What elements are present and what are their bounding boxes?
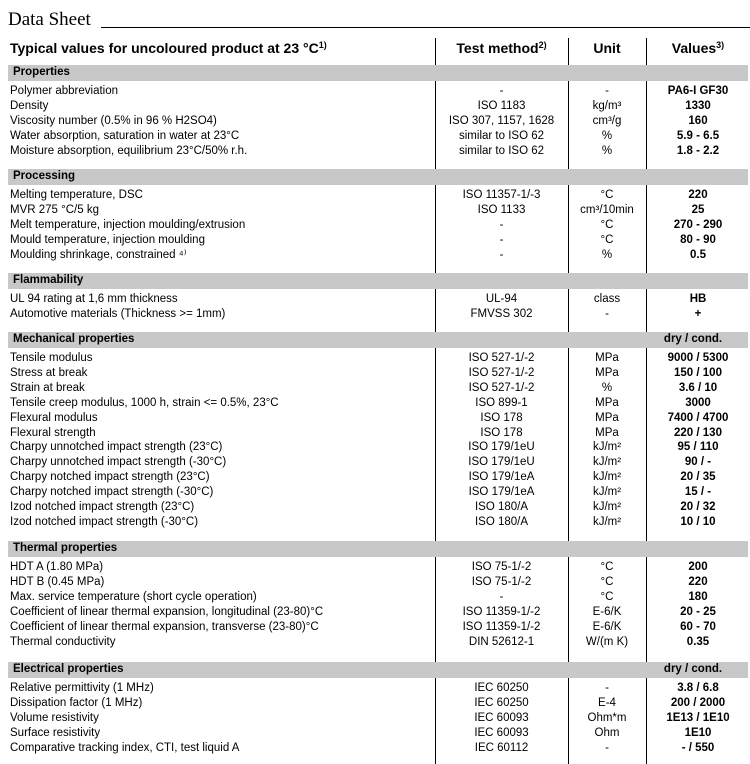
value: 220	[688, 575, 708, 588]
property-name: Max. service temperature (short cycle operation)	[10, 590, 257, 603]
unit: %	[601, 248, 613, 261]
value: 3.8 / 6.8	[677, 682, 719, 694]
value: 10 / 10	[680, 515, 716, 528]
value: 1E10	[684, 726, 712, 739]
value: 3000	[685, 396, 711, 409]
test-method: ISO 11359-1/-2	[462, 605, 541, 618]
value: 3.6 / 10	[678, 381, 718, 394]
test-method: ISO 527-1/-2	[468, 366, 535, 379]
header-values	[646, 38, 750, 62]
unit: MPa	[595, 411, 619, 424]
table-row	[0, 485, 750, 500]
unit: E-4	[598, 696, 616, 709]
unit: %	[601, 129, 613, 142]
test-method: ISO 75-1/-2	[471, 575, 532, 588]
section-title: Mechanical properties	[13, 333, 135, 345]
property-name: Coefficient of linear thermal expansion, transverse (23-80)°C	[10, 620, 319, 633]
section-title: Electrical properties	[13, 663, 124, 675]
header-values-label: Values	[671, 40, 717, 56]
test-method: ISO 178	[480, 426, 523, 439]
table-row	[0, 560, 750, 575]
table-row	[0, 366, 750, 381]
value: 9000 / 5300	[667, 352, 729, 364]
table-row	[0, 681, 750, 696]
header-test-method-label: Test method	[456, 40, 539, 56]
unit: %	[601, 381, 613, 394]
table-row	[0, 381, 750, 396]
value: HB	[689, 293, 707, 305]
table-row	[0, 575, 750, 590]
table-row	[0, 726, 750, 741]
value: 95 / 110	[677, 441, 719, 454]
header-test-method	[435, 38, 568, 62]
value: 220	[688, 189, 708, 201]
unit: kg/m³	[592, 99, 622, 112]
unit: °C	[600, 218, 614, 231]
property-name: Charpy notched impact strength (23°C)	[10, 471, 210, 484]
test-method: IEC 60250	[474, 682, 529, 694]
value: 1330	[685, 99, 711, 112]
test-method: ISO 180/A	[474, 515, 529, 528]
table-row	[0, 307, 750, 322]
property-name: Surface resistivity	[10, 726, 101, 739]
section-header	[8, 273, 748, 289]
value: 160	[688, 114, 708, 127]
property-name: HDT A (1.80 MPa)	[10, 561, 104, 573]
test-method: ISO 179/1eA	[468, 471, 535, 484]
unit: E-6/K	[592, 620, 622, 633]
unit: class	[593, 293, 621, 305]
table-row	[0, 203, 750, 218]
test-method: ISO 527-1/-2	[468, 381, 535, 394]
test-method: ISO 75-1/-2	[471, 561, 532, 573]
table-row	[0, 144, 750, 159]
unit: %	[601, 144, 613, 157]
unit: °C	[600, 575, 614, 588]
table-row	[0, 590, 750, 605]
value: 0.5	[690, 248, 706, 261]
value: 200 / 2000	[670, 696, 726, 709]
section-title: Thermal properties	[13, 542, 118, 554]
test-method: -	[499, 218, 504, 231]
value: 270 - 290	[673, 218, 723, 231]
title-underline	[101, 27, 750, 28]
section-condition-label: dry / cond.	[663, 663, 723, 675]
table-row	[0, 292, 750, 307]
unit: Ohm*m	[587, 711, 627, 724]
test-method: ISO 899-1	[475, 396, 528, 409]
section-title: Flammability	[13, 274, 84, 286]
table-row	[0, 396, 750, 411]
test-method: ISO 178	[480, 411, 523, 424]
property-name: Moulding shrinkage, constrained ⁴⁾	[10, 248, 187, 261]
page-title: Data Sheet	[8, 9, 91, 30]
unit: -	[605, 307, 609, 320]
table-row	[0, 218, 750, 233]
unit: kJ/m²	[592, 486, 622, 499]
unit: °C	[600, 561, 614, 573]
header-typical-values-label: Typical values for uncoloured product at 23 °C	[10, 40, 319, 56]
property-name: Comparative tracking index, CTI, test liquid A	[10, 741, 240, 754]
property-name: UL 94 rating at 1,6 mm thickness	[10, 293, 178, 305]
unit: Ohm	[594, 726, 620, 739]
test-method: similar to ISO 62	[459, 144, 544, 157]
header-unit: Unit	[593, 40, 621, 56]
table-row	[0, 741, 750, 756]
value: - / 550	[681, 741, 715, 754]
value: 20 / 35	[680, 471, 716, 484]
property-name: Flexural strength	[10, 426, 96, 439]
property-name: Dissipation factor (1 MHz)	[10, 696, 143, 709]
table-row	[0, 114, 750, 129]
property-name: Coefficient of linear thermal expansion, longitudinal (23-80)°C	[10, 605, 324, 618]
value: 1.8 - 2.2	[676, 144, 720, 157]
section-title: Properties	[13, 66, 70, 78]
property-name: Stress at break	[10, 366, 88, 379]
property-name: Tensile modulus	[10, 352, 93, 364]
table-row	[0, 440, 750, 455]
test-method: IEC 60250	[474, 696, 529, 709]
table-row	[0, 129, 750, 144]
property-name: Mould temperature, injection moulding	[10, 233, 205, 246]
test-method: -	[499, 248, 504, 261]
section-condition-label: dry / cond.	[663, 333, 723, 345]
section-header	[8, 332, 748, 348]
property-name: Charpy unnotched impact strength (-30°C)	[10, 456, 227, 469]
unit: -	[605, 85, 609, 97]
unit: kJ/m²	[592, 471, 622, 484]
property-name: Strain at break	[10, 381, 85, 394]
section-header	[8, 662, 748, 678]
test-method: ISO 11359-1/-2	[462, 620, 541, 633]
table-row	[0, 696, 750, 711]
test-method: ISO 307, 1157, 1628	[448, 114, 555, 127]
table-row	[0, 248, 750, 263]
table-row	[0, 620, 750, 635]
section-title: Processing	[13, 170, 75, 182]
value: 1E13 / 1E10	[666, 711, 730, 724]
table-row	[0, 426, 750, 441]
value: 80 - 90	[680, 233, 716, 246]
table-row	[0, 515, 750, 530]
test-method: UL-94	[485, 293, 518, 305]
value: 20 - 25	[680, 605, 716, 618]
property-name: MVR 275 °C/5 kg	[10, 203, 99, 216]
table-row	[0, 188, 750, 203]
unit: MPa	[595, 396, 619, 409]
property-name: Density	[10, 99, 49, 112]
section-header	[8, 541, 748, 557]
section-header	[8, 169, 748, 185]
value: 20 / 32	[680, 501, 716, 513]
header-note-2: 2)	[538, 40, 547, 50]
test-method: IEC 60112	[474, 741, 529, 754]
value: 90 / -	[684, 456, 712, 469]
test-method: ISO 180/A	[474, 501, 529, 513]
value: +	[694, 307, 702, 320]
value: 25	[691, 203, 705, 216]
property-name: Automotive materials (Thickness >= 1mm)	[10, 307, 226, 320]
unit: cm³/10min	[580, 203, 634, 216]
test-method: ISO 1133	[477, 203, 526, 216]
value: 220 / 130	[674, 426, 722, 439]
unit: -	[605, 741, 609, 754]
table-row	[0, 411, 750, 426]
property-name: Charpy notched impact strength (-30°C)	[10, 486, 214, 499]
property-name: Polymer abbreviation	[10, 85, 119, 97]
header-note-1: 1)	[318, 40, 327, 50]
test-method: ISO 1183	[477, 99, 526, 112]
table-row	[0, 233, 750, 248]
unit: W/(m K)	[585, 635, 629, 648]
value: 200	[688, 561, 708, 573]
unit: °C	[600, 189, 614, 201]
unit: E-6/K	[592, 605, 622, 618]
value: 15 / -	[684, 486, 712, 499]
unit: kJ/m²	[592, 456, 622, 469]
table-row	[0, 605, 750, 620]
table-row	[0, 635, 750, 650]
test-method: ISO 179/1eU	[468, 441, 535, 454]
value: 180	[688, 590, 708, 603]
value: 7400 / 4700	[667, 411, 729, 424]
property-name: Izod notched impact strength (-30°C)	[10, 515, 199, 528]
property-name: Water absorption, saturation in water at 23°C	[10, 129, 240, 142]
value: 150 / 100	[674, 366, 722, 379]
property-name: Melt temperature, injection moulding/extrusion	[10, 218, 246, 231]
value: PA6-I GF30	[667, 85, 729, 97]
test-method: ISO 11357-1/-3	[462, 189, 541, 201]
test-method: IEC 60093	[474, 711, 529, 724]
unit: -	[605, 682, 609, 694]
unit: MPa	[595, 352, 619, 364]
property-name: Melting temperature, DSC	[10, 189, 143, 201]
property-name: Moisture absorption, equilibrium 23°C/50% r.h.	[10, 144, 248, 157]
test-method: -	[499, 85, 504, 97]
table-row	[0, 84, 750, 99]
property-name: Relative permittivity (1 MHz)	[10, 682, 154, 694]
property-name: Thermal conductivity	[10, 635, 116, 648]
table-row	[0, 470, 750, 485]
table-row	[0, 351, 750, 366]
unit: MPa	[595, 426, 619, 439]
test-method: ISO 179/1eA	[468, 486, 535, 499]
unit: cm³/g	[592, 114, 622, 127]
section-header	[8, 65, 748, 81]
property-name: Izod notched impact strength (23°C)	[10, 501, 195, 513]
property-name: Charpy unnotched impact strength (23°C)	[10, 441, 223, 454]
test-method: ISO 527-1/-2	[468, 352, 535, 364]
property-name: Tensile creep modulus, 1000 h, strain <= 0.5%, 23°C	[10, 396, 279, 409]
table-row	[0, 99, 750, 114]
value: 0.35	[686, 635, 710, 648]
table-row	[0, 455, 750, 470]
test-method: FMVSS 302	[470, 307, 533, 320]
property-name: Flexural modulus	[10, 411, 98, 424]
test-method: similar to ISO 62	[459, 129, 544, 142]
test-method: DIN 52612-1	[468, 635, 535, 648]
unit: MPa	[595, 366, 619, 379]
property-name: Volume resistivity	[10, 711, 99, 724]
unit: kJ/m²	[592, 441, 622, 454]
test-method: IEC 60093	[474, 726, 529, 739]
unit: °C	[600, 590, 614, 603]
table-row	[0, 500, 750, 515]
test-method: -	[499, 233, 504, 246]
unit: kJ/m²	[592, 501, 622, 513]
value: 5.9 - 6.5	[676, 129, 720, 142]
test-method: ISO 179/1eU	[468, 456, 535, 469]
value: 60 - 70	[680, 620, 716, 633]
table-row	[0, 711, 750, 726]
header-note-3: 3)	[716, 40, 725, 50]
property-name: HDT B (0.45 MPa)	[10, 575, 105, 588]
test-method: -	[499, 590, 504, 603]
unit: kJ/m²	[592, 515, 622, 528]
unit: °C	[600, 233, 614, 246]
property-name: Viscosity number (0.5% in 96 % H2SO4)	[10, 114, 217, 127]
header-typical-values	[10, 38, 327, 62]
